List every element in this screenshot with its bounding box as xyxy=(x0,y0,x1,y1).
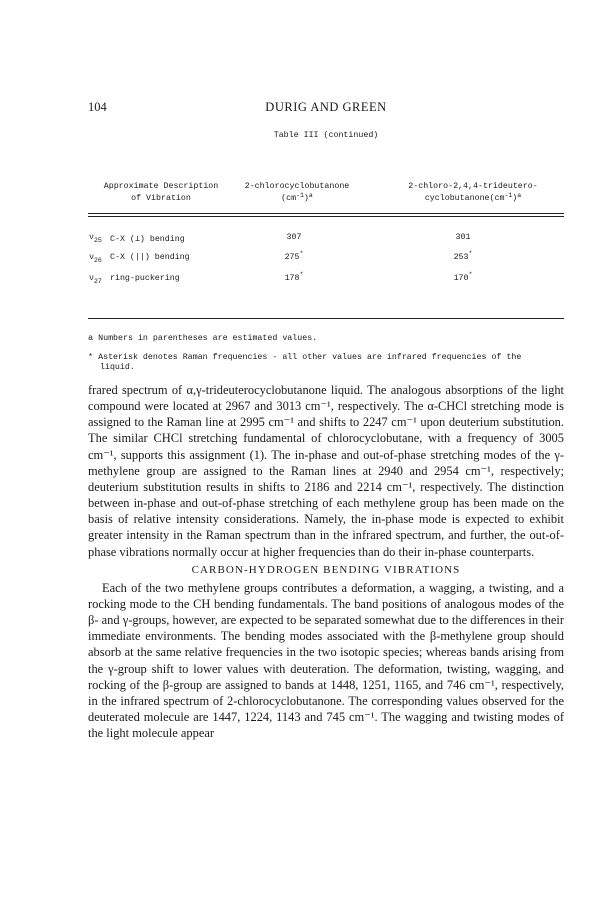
light-frequency xyxy=(251,233,337,242)
table-top-rule xyxy=(88,213,564,214)
table-row xyxy=(88,250,564,267)
unit-close: ) xyxy=(512,194,518,203)
table-row xyxy=(88,233,564,247)
mode-symbol xyxy=(89,253,102,262)
footnote-raman xyxy=(88,352,564,373)
footnote-ref: a xyxy=(308,192,313,199)
table-caption: Table III (continued) xyxy=(273,131,379,140)
mode-number: 25 xyxy=(93,237,102,244)
header-description-line1: Approximate Description xyxy=(103,182,219,191)
section-heading: CARBON-HYDROGEN BENDING VIBRATIONS xyxy=(191,563,461,576)
unit-exponent: -1 xyxy=(504,192,513,199)
footnote-ref: a xyxy=(517,192,522,199)
header-deuterated-compound xyxy=(393,181,553,205)
raman-marker: * xyxy=(299,271,304,278)
footnote-mark: a xyxy=(88,333,94,343)
mode-description: C-X (||) bending xyxy=(110,253,190,262)
deuterated-frequency xyxy=(398,271,528,283)
frequency-value: 170 xyxy=(453,274,469,283)
paragraph: Each of the two methylene groups contributes a deformation, a wagging, a twisting, and a rocking mode to the CH bending fundamentals. The band positions of analogous modes of the β- and γ-groups, however, are expected to be separated somewhat due to the differences in their immediate environments. The bending modes associated with the β-methylene group should absorb at the same relative frequencies in the two isotopic species; whereas bands arising from the γ-group shift to lower values with deuteration. The deformation, twisting, wagging, and rocking of the β-group are assigned to bands at 1448, 1251, 1165, and 746 cm⁻¹, respectively, in the infrared spectrum of 2-chlorocyclobutanone. The corresponding values observed for the deuterated molecule are 1447, 1224, 1143 and 745 cm⁻¹. The wagging and twisting modes of the light molecule appear xyxy=(88,580,564,741)
frequency-value: 301 xyxy=(455,233,471,242)
header-light-compound xyxy=(227,181,367,205)
frequency-value: 178 xyxy=(284,274,300,283)
footnote-mark: * xyxy=(88,352,94,362)
body-text xyxy=(88,382,564,741)
raman-marker: * xyxy=(468,250,473,257)
raman-marker: * xyxy=(299,250,304,257)
table-top-rule-double xyxy=(88,216,564,217)
header-description-line2: of Vibration xyxy=(131,194,191,203)
table-row xyxy=(88,271,564,288)
unit-close: ) xyxy=(303,194,309,203)
table-bottom-rule xyxy=(88,318,564,319)
raman-marker: * xyxy=(468,271,473,278)
mode-description: C-X (⊥) bending xyxy=(110,235,185,244)
footnote-estimated xyxy=(88,333,564,343)
unit-exponent: -1 xyxy=(296,192,304,199)
frequency-value: 275 xyxy=(284,253,300,262)
frequency-value: 253 xyxy=(453,253,469,262)
deuterated-frequency xyxy=(398,233,528,242)
frequency-value: 307 xyxy=(286,233,302,242)
header-light-compound-unit xyxy=(227,193,367,205)
mode-symbol xyxy=(89,233,102,242)
mode-description: ring-puckering xyxy=(110,274,180,283)
unit-text: cyclobutanone(cm xyxy=(424,194,505,203)
running-head xyxy=(88,100,564,116)
paragraph: frared spectrum of α,γ-trideuterocyclobutanone liquid. The analogous absorptions of the light compound were located at 2967 and 3013 cm⁻¹, respectively. The α-CHCl stretching mode is assigned to the Raman line at 2995 cm⁻¹ and shifts to 2247 cm⁻¹ upon deuterium substitution. The similar CHCl stretching fundamental of chlorocyclobutane, with a frequency of 3005 cm⁻¹, supports this assignment (1). The in-phase and out-of-phase stretching modes of the γ-methylene group are assigned to the Raman lines at 2940 and 2954 cm⁻¹, respectively; deuterium substitution results in shifts to 2186 and 2214 cm⁻¹, respectively. The distinction between in-phase and out-of-phase stretching of each methylene group has been made on the basis of relative intensity considerations. Namely, the in-phase mode is expected to exhibit greater intensity in the Raman spectrum than in the infrared spectrum, and further, the out-of-phase vibrations normally occur at higher frequencies than do their in-phase counterparts. xyxy=(88,383,564,559)
light-frequency xyxy=(251,271,337,283)
nu-symbol: ν xyxy=(89,253,94,262)
page-number: 104 xyxy=(88,100,107,114)
unit-text: (cm xyxy=(281,194,297,203)
footnote-text: Numbers in parentheses are estimated values. xyxy=(98,334,318,343)
header-deuterated-compound-unit xyxy=(393,193,553,205)
deuterated-frequency xyxy=(398,250,528,262)
header-description xyxy=(86,181,236,205)
nu-symbol: ν xyxy=(89,233,94,242)
mode-number: 26 xyxy=(93,257,102,264)
header-deuterated-compound-name: 2-chloro-2,4,4-trideutero- xyxy=(408,182,538,191)
light-frequency xyxy=(251,250,337,262)
header-light-compound-name: 2-chlorocyclobutanone xyxy=(244,182,350,191)
running-title: DURIG AND GREEN xyxy=(265,100,387,114)
mode-symbol xyxy=(89,274,102,283)
footnote-text: Asterisk denotes Raman frequencies - all other values are infrared frequencies of the xyxy=(98,353,522,362)
nu-symbol: ν xyxy=(89,274,94,283)
mode-number: 27 xyxy=(93,278,102,285)
footnote-text-continued: liquid. xyxy=(100,363,135,372)
